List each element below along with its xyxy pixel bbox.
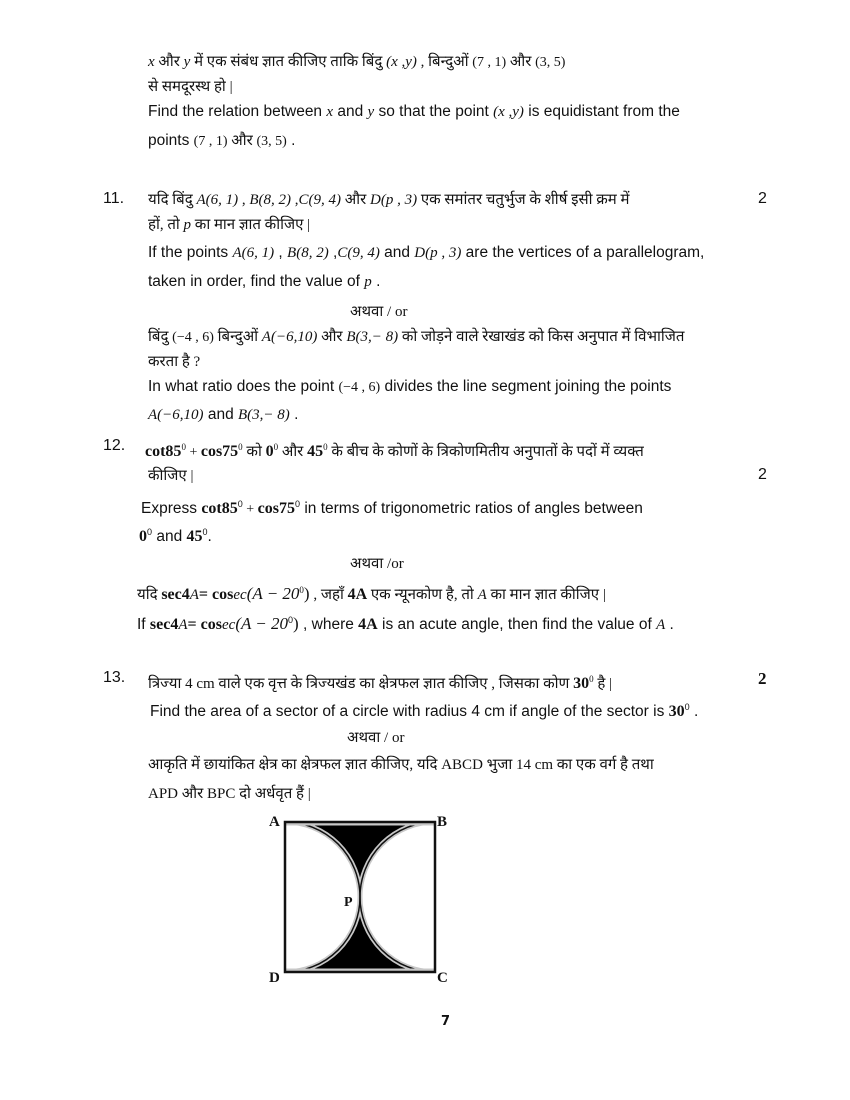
q13-alt-hindi-line-1: आकृति में छायांकित क्षेत्र का क्षेत्रफल ज्ञात कीजिए, यदि ABCD भुजा 14 cm का एक वर्ग है तथा: [148, 757, 654, 773]
q12-hindi-line-1: $\cot 85^0 + \cos 75^0$ को $0^0$ और $45^0$ के बीच के कोणों के त्रिकोणमितीय अनुपातों के पदों में व्यक्त: [145, 442, 644, 460]
var-y: y: [183, 54, 191, 70]
label-d: D: [269, 970, 280, 984]
q13-english-line-1: Find the area of a sector of a circle with radius 4 cm if angle of the sector is $30^0$ .: [150, 702, 699, 720]
q13-or-separator: अथवा / or: [347, 730, 405, 746]
q12-alt-english: If $\sec 4A= cosec(A - 20^0)$ , where 4A is an acute angle, then find the value of A .: [137, 614, 674, 633]
q12-or-separator: अथवा /or: [350, 556, 404, 572]
q11-english-line-1: If the points A(6, 1) , B(8, 2) ,C(9, 4) and D(p , 3) are the vertices of a parallelogram,: [148, 244, 705, 261]
q12-english-line-1: Express $\cot 85^0 + \cos 75^0$ in terms of trigonometric ratios of angles between: [141, 499, 643, 517]
square-semicircles-figure: [266, 812, 452, 984]
q13-marks: 2: [758, 669, 767, 688]
q11-alt-english-line-2: A(−6,10) and B(3,− 8) .: [148, 406, 299, 423]
q10-english-line-1: Find the relation between x and y so that the point (x ,y) is equidistant from the: [148, 103, 680, 120]
label-p: P: [344, 895, 353, 910]
q10-hindi-line-2: से समदूरस्थ हो |: [148, 79, 233, 95]
label-b: B: [437, 814, 448, 830]
q11-hindi-line-1: यदि बिंदु A(6, 1) , B(8, 2) ,C(9, 4) और D(p , 3) एक समांतर चतुर्भुज के शीर्ष इसी क्रम में: [148, 192, 630, 208]
label-c: C: [437, 970, 448, 984]
q10-english-line-2: points (7 , 1) और (3, 5) .: [148, 132, 296, 149]
question-number-13: 13.: [103, 669, 126, 686]
q12-hindi-line-2: कीजिए |: [148, 468, 194, 484]
var-x: x: [148, 54, 155, 70]
q13-hindi-line-1: त्रिज्या 4 cm वाले एक वृत्त के त्रिज्यखंड का क्षेत्रफल ज्ञात कीजिए , जिसका कोण $30^0$ है |: [148, 674, 613, 692]
q11-marks: 2: [758, 190, 767, 207]
q11-english-line-2: taken in order, find the value of p .: [148, 273, 381, 290]
q11-hindi-line-2: हों, तो p का मान ज्ञात कीजिए |: [148, 217, 311, 233]
q13-alt-hindi-line-2: APD और BPC दो अर्धवृत हैं |: [148, 786, 311, 802]
figure-svg: [266, 812, 452, 984]
q11-or-separator: अथवा / or: [350, 304, 408, 320]
q12-marks: 2: [758, 466, 767, 483]
page-number: 7: [441, 1014, 451, 1029]
q11-alt-english-line-1: In what ratio does the point (−4 , 6) divides the line segment joining the points: [148, 378, 672, 395]
q12-alt-hindi: यदि $\sec 4A= cosec(A - 20^0)$ , जहाँ 4A एक न्यूनकोण है, तो A का मान ज्ञात कीजिए |: [137, 584, 606, 603]
q12-english-line-2: $0^0$ and $45^0$.: [139, 527, 212, 545]
question-number-11: 11.: [103, 190, 125, 207]
q11-alt-hindi-line-1: बिंदु (−4 , 6) बिन्दुओं A(−6,10) और B(3,− 8) को जोड़ने वाले रेखाखंड को किस अनुपात में विभाजित: [148, 329, 685, 345]
label-a: A: [269, 814, 280, 830]
question-number-12: 12.: [103, 437, 126, 454]
q11-alt-hindi-line-2: करता है ?: [148, 354, 201, 370]
q10-hindi-line-1: x और y में एक संबंध ज्ञात कीजिए ताकि बिंदु (x ,y) , बिन्दुओं (7 , 1) और (3, 5): [148, 54, 566, 70]
